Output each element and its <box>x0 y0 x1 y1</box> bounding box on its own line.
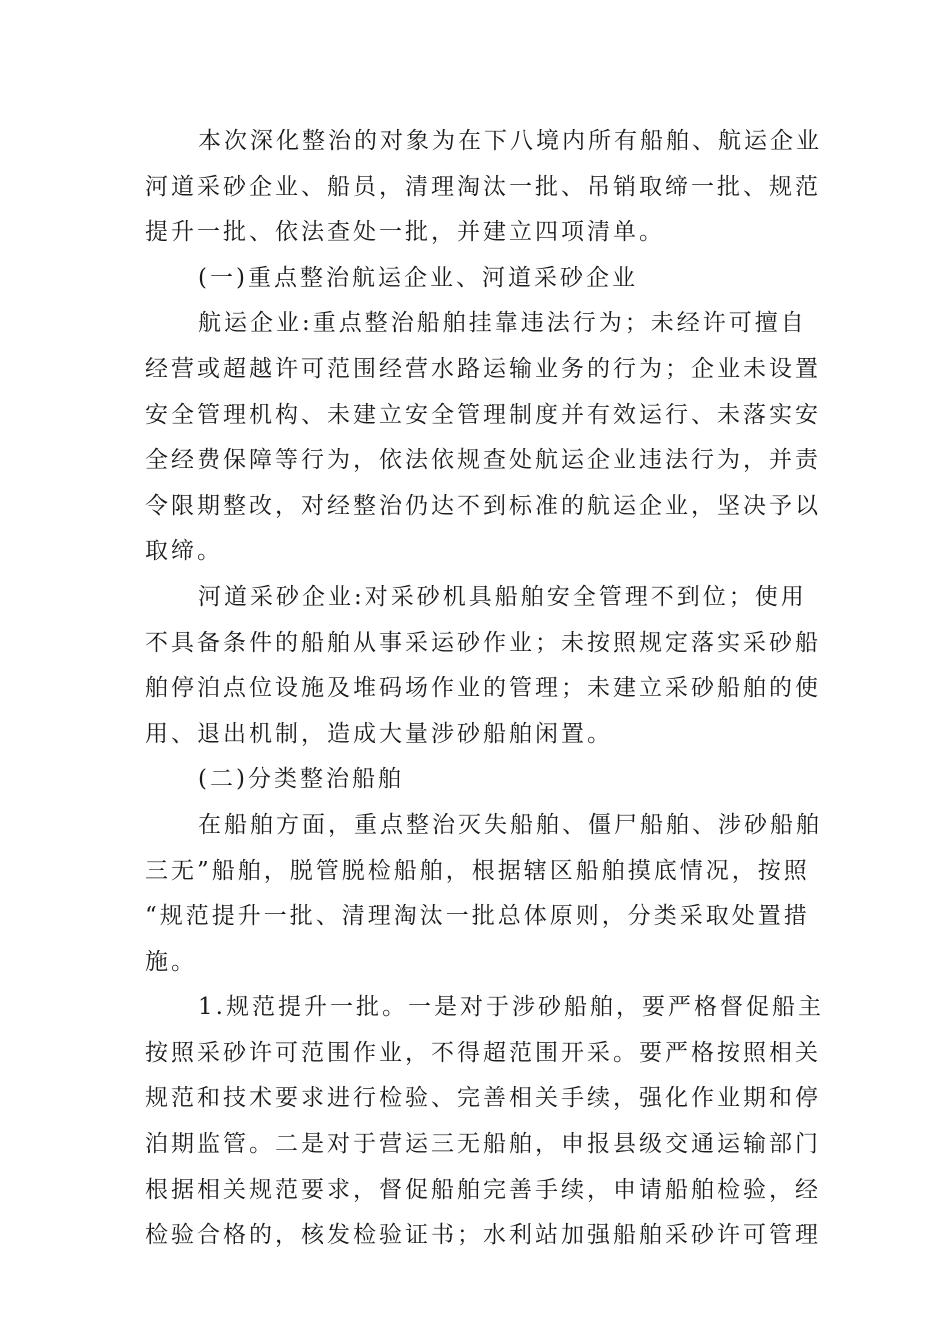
document-body <box>145 119 824 1259</box>
paragraph-line: 施。 <box>145 948 197 975</box>
section-heading: (二)分类整治船舶 <box>198 766 404 793</box>
paragraph-line: 安全管理机构、未建立安全管理制度并有效运行、未落实安 <box>145 401 821 428</box>
paragraph-line: 按照采砂许可范围作业，不得超范围开采。要严格按照相关 <box>145 1039 821 1066</box>
paragraph-line: 全经费保障等行为，依法依规查处航运企业违法行为，并责 <box>145 447 821 474</box>
paragraph-line: 本次深化整治的对象为在下八境内所有船舶、航运企业 <box>198 128 822 154</box>
paragraph-line: 三无”船舶，脱管脱检船舶，根据辖区船舶摸底情况，按照 <box>145 857 810 884</box>
paragraph-line: 令限期整改，对经整治仍达不到标准的航运企业，坚决予以 <box>145 492 821 519</box>
paragraph-line: 根据相关规范要求，督促船舶完善手续，申请船舶检验，经 <box>145 1176 821 1203</box>
paragraph-line: 1.规范提升一批。一是对于涉砂船舶，要严格督促船主 <box>198 994 824 1021</box>
paragraph-line: 取缔。 <box>145 538 223 565</box>
paragraph-line: 用、退出机制，造成大量涉砂船舶闲置。 <box>145 720 613 747</box>
paragraph-line: “规范提升一批、清理淘汰一批总体原则，分类采取处置措 <box>145 903 810 930</box>
paragraph-line: 泊期监管。二是对于营运三无船舶，申报县级交通运输部门 <box>145 1131 821 1158</box>
section-heading: (一)重点整治航运企业、河道采砂企业 <box>198 264 638 291</box>
paragraph-line: 在船舶方面，重点整治灭失船舶、僵尸船舶、涉砂船舶 <box>198 811 822 838</box>
paragraph-line: 河道采砂企业、船员，清理淘汰一批、吊销取缔一批、规范 <box>145 173 821 200</box>
paragraph-line: 经营或超越许可范围经营水路运输业务的行为；企业未设置 <box>145 355 821 382</box>
paragraph-line: 规范和技术要求进行检验、完善相关手续，强化作业期和停 <box>145 1085 821 1112</box>
paragraph-line: 河道采砂企业:对采砂机具船舶安全管理不到位；使用 <box>198 583 807 610</box>
paragraph-line: 不具备条件的船舶从事采运砂作业；未按照规定落实采砂船 <box>145 629 821 656</box>
paragraph-line: 检验合格的，核发检验证书；水利站加强船舶采砂许可管理 <box>145 1222 821 1249</box>
paragraph-line: 舶停泊点位设施及堆码场作业的管理；未建立采砂船舶的使 <box>145 675 821 702</box>
paragraph-line: 提升一批、依法查处一批，并建立四项清单。 <box>145 219 665 246</box>
paragraph-line: 航运企业:重点整治船舶挂靠违法行为；未经许可擅自 <box>198 310 807 337</box>
